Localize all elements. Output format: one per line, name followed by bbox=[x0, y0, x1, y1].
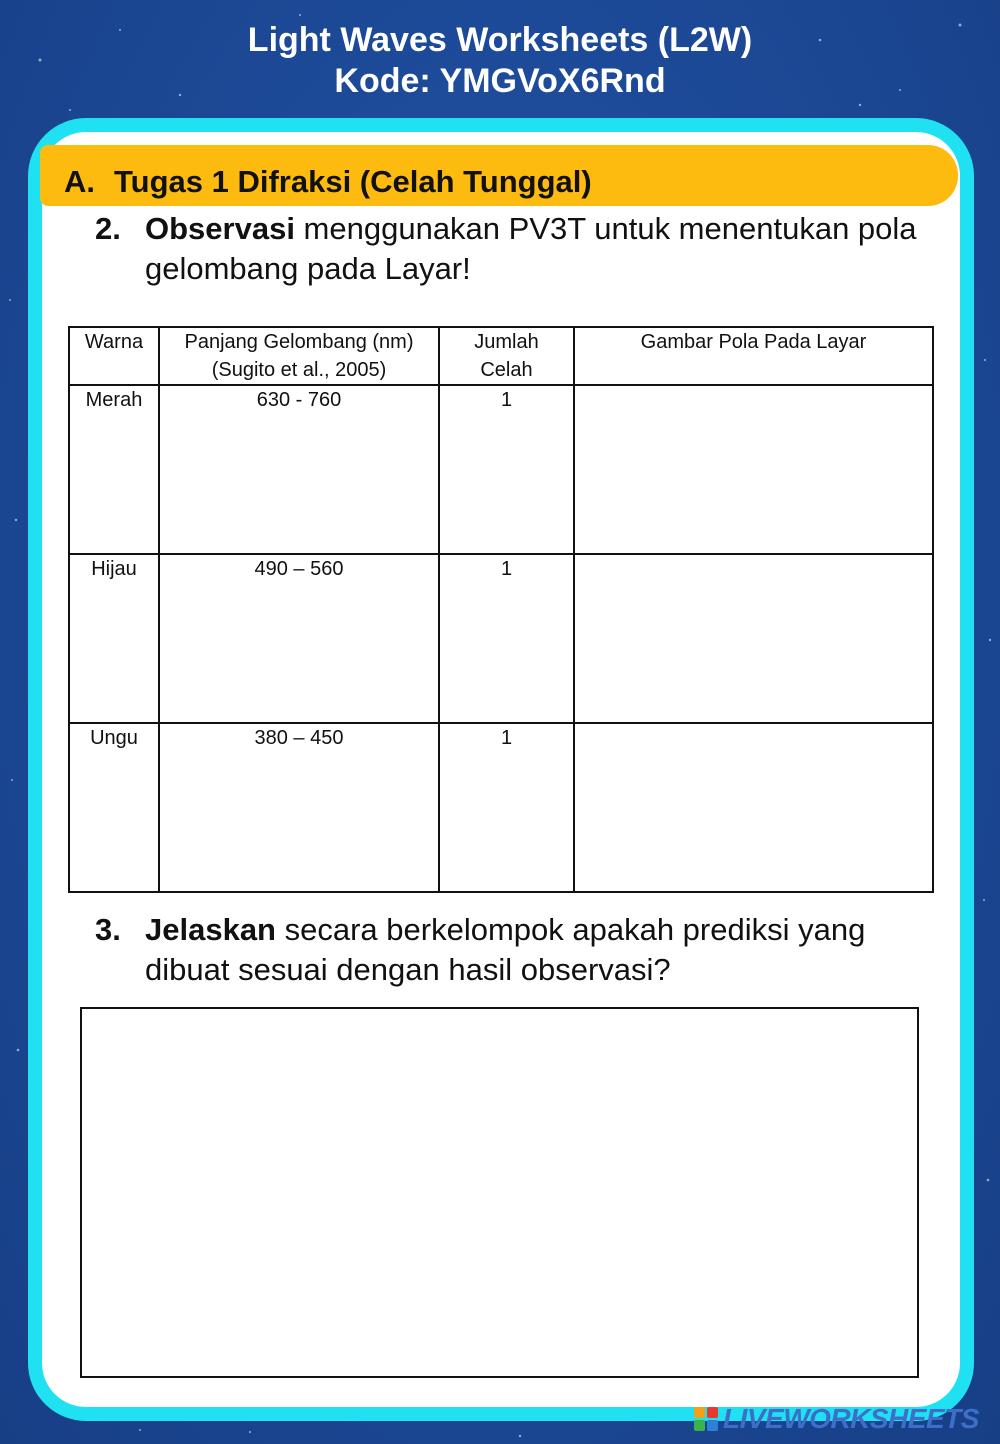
header-panjang-gelombang bbox=[159, 327, 439, 385]
logo-square-1 bbox=[694, 1407, 705, 1418]
header-jumlah-line1: Jumlah bbox=[474, 331, 539, 353]
question-2-body: menggunakan PV3T untuk menentukan pola gelombang pada Layar! bbox=[145, 211, 917, 286]
answer-text-box[interactable] bbox=[80, 1007, 919, 1378]
table-row bbox=[69, 723, 933, 892]
cell-warna: Hijau bbox=[69, 554, 159, 723]
question-2-keyword: Observasi bbox=[145, 211, 295, 246]
logo-squares-icon bbox=[694, 1407, 718, 1431]
section-letter: A. bbox=[64, 164, 95, 199]
header-panjang-line2: (Sugito et al., 2005) bbox=[211, 359, 387, 381]
liveworksheets-logo bbox=[694, 1404, 979, 1434]
logo-square-2 bbox=[707, 1407, 718, 1418]
section-title bbox=[64, 164, 592, 200]
cell-jumlah: 1 bbox=[439, 385, 574, 554]
header-jumlah-line2: Celah bbox=[480, 359, 533, 381]
question-3-body: secara berkelompok apakah prediksi yang dibuat sesuai dengan hasil observasi? bbox=[145, 912, 866, 987]
worksheet-header bbox=[0, 20, 1000, 102]
cell-warna: Ungu bbox=[69, 723, 159, 892]
table-header-row bbox=[69, 327, 933, 385]
table-row bbox=[69, 385, 933, 554]
logo-square-3 bbox=[694, 1420, 705, 1431]
cell-warna: Merah bbox=[69, 385, 159, 554]
cell-panjang: 630 - 760 bbox=[159, 385, 439, 554]
cell-gambar-drop-area[interactable] bbox=[574, 385, 933, 554]
observation-table bbox=[68, 326, 934, 893]
table-row bbox=[69, 554, 933, 723]
question-3-keyword: Jelaskan bbox=[145, 912, 276, 947]
cell-jumlah: 1 bbox=[439, 723, 574, 892]
cell-panjang: 380 – 450 bbox=[159, 723, 439, 892]
header-panjang-line1: Panjang Gelombang (nm) bbox=[184, 331, 414, 353]
cell-gambar-drop-area[interactable] bbox=[574, 723, 933, 892]
question-3-number: 3. bbox=[95, 912, 121, 947]
cell-gambar-drop-area[interactable] bbox=[574, 554, 933, 723]
header-gambar-pola: Gambar Pola Pada Layar bbox=[574, 327, 933, 385]
header-jumlah-celah bbox=[439, 327, 574, 385]
question-2-text bbox=[145, 209, 935, 289]
worksheet-title: Light Waves Worksheets (L2W) bbox=[247, 21, 753, 59]
question-2-number: 2. bbox=[95, 211, 121, 246]
cell-jumlah: 1 bbox=[439, 554, 574, 723]
header-warna: Warna bbox=[69, 327, 159, 385]
section-title-text: Tugas 1 Difraksi (Celah Tunggal) bbox=[114, 164, 592, 199]
worksheet-code: Kode: YMGVoX6Rnd bbox=[334, 62, 666, 100]
cell-panjang: 490 – 560 bbox=[159, 554, 439, 723]
logo-square-4 bbox=[707, 1420, 718, 1431]
question-3-text bbox=[145, 910, 935, 990]
logo-text: LIVEWORKSHEETS bbox=[723, 1403, 979, 1434]
